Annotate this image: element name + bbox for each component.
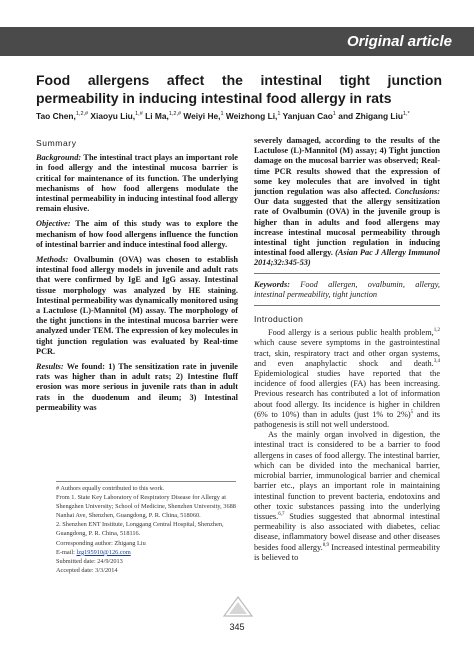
author-list xyxy=(36,111,456,122)
right-column xyxy=(254,136,440,563)
introduction-paragraph-1: Food allergy is a serious public health problem,$^{1,2}$ which cause severe symptoms in the gastrointestinal tract, skin, respiratory tract and other organ systems, and even anaphylactic shock and death.$^{3,4}$ Epidemiological studies have reported that the incidence of food allergies (FA) has been increasing. Previous research has contributed a lot of information about food allergy. Its incidence is higher in children (6% to 10%) than in adults (just 1% to 2%)$^5$ and its pathogenesis is still not well understood. xyxy=(254,328,440,430)
author[interactable]: Yanjuan Cao$^1$ xyxy=(282,111,336,121)
keywords-line: Keywords: Food allergen, ovalbumin, allergy, intestinal permeability, tight junction xyxy=(254,279,441,299)
abstract-divider xyxy=(254,273,440,274)
article-type-banner xyxy=(0,27,474,56)
footnote-email: E-mail: lzg195910@126.com xyxy=(56,548,131,556)
introduction-heading: Introduction xyxy=(254,314,304,325)
footnote-equal-contribution: # Authors equally contributed to this work. xyxy=(56,485,165,492)
footnote-accepted: Accepted date: 3/3/2014 xyxy=(56,566,118,574)
summary-heading: Summary xyxy=(36,138,77,148)
author[interactable]: Weizhong Li,$^1$ xyxy=(225,111,281,121)
author[interactable]: Weiyi He,$^1$ xyxy=(183,111,224,121)
footnote-submitted: Submitted date: 24/9/2013 xyxy=(56,557,123,565)
footnote-corresponding-author: Corresponding author: Zhigang Liu xyxy=(56,539,146,547)
page-number: 345 xyxy=(229,622,245,632)
author[interactable]: Xiaoyu Liu,$^{1,\#}$ xyxy=(90,111,143,121)
keywords-divider xyxy=(254,305,440,306)
introduction-paragraph-2: As the mainly organ involved in digestion, the intestinal tract is considered to be a barrier to food allergens in cases of food allergy. The intestinal barrier, which can be divided into the mechanical barrier, microbial barrier, immunological barrier and chemical barrier etc., plays an important role in maintaining intestinal function to prevent bacteria, endotoxins and other toxic substances passing into the underlying tissues.$^{6,7}$ Studies suggested that abnormal intestinal permeability is also associated with diabetes, celiac disease, inflammatory bowel disease and other diseases besides food allergy.$^{8,9}$ Increased intestinal permeability is believed to xyxy=(254,430,441,562)
left-column xyxy=(36,138,238,418)
objective-paragraph: Objective: The aim of this study was to explore the mechanism of how food allergens influence the function of intestinal barrier and induce intestinal food allergy. xyxy=(36,219,238,249)
article-title: Food allergens affect the intestinal tight junction permeability in inducing intestinal food allergy in rats xyxy=(36,72,442,106)
author[interactable]: Tao Chen,$^{1,2,\#}$ xyxy=(36,111,89,121)
footnote-divider xyxy=(56,481,236,482)
email-link[interactable]: lzg195910@126.com xyxy=(76,548,131,556)
footnote-affiliation-2: 2. Shenzhen ENT Institute, Longgang Central Hospital, Shenzhen, Guangdong, P. R. China, 518116. xyxy=(56,521,224,538)
results-paragraph: Results: We found: 1) The sensitization rate in juvenile rats was higher than in adult rats; 2) Intestine fluff erosion was more serious in juvenile rats than in adult rats in the duodenum and ileum; 3) Intestinal permeability was xyxy=(36,362,238,412)
footnote-affiliation-1: From 1. State Key Laboratory of Respiratory Disease for Allergy at Shengzhen University; School of Medicine, Shenzhen University, 3688 Nanhai Ave, Shenzhen, Guangdong, P. R. China, 518060. xyxy=(56,494,236,520)
background-paragraph: Background: The intestinal tract plays an important role in food allergy and the intestinal mucosa barrier is critical for maintenance of its function. The underlying mechanisms of how food allergens modulate the intestinal permeability in inducing intestinal food allergy remain elusive. xyxy=(36,153,238,214)
author[interactable]: and Zhigang Liu$^{1,*}$ xyxy=(338,111,410,121)
footnotes xyxy=(56,481,236,575)
article-type-label: Original article xyxy=(346,33,452,50)
methods-paragraph: Methods: Ovalbumin (OVA) was chosen to establish intestinal food allergy models in juvenile and adult rats that were confirmed by IgE and IgG assay. Intestinal tissue morphology was analyzed by HE staining. Intestinal permeability was dynamically monitored using a Lactulose (L)-Mannitol (M) assay. The morphology of the tight junctions in the intestinal mucosa barrier were analyzed under TEM. The expression of key molecules in tight junction regulation was evaluated by Real-time PCR. xyxy=(36,255,238,356)
author[interactable]: Li Ma,$^{1,2,\#}$ xyxy=(145,111,182,121)
results-continued: severely damaged, according to the results of the Lactulose (L)-Mannitol (M) assay; 4) Tight junction damage on the mucosal barrier was observed; Real-time PCR results showed that the expression of some key molecules that are involved in tight junction regulation was also affected. Conclusions: Our data suggested that the allergy sensitization rate of Ovalbumin (OVA) in the juvenile group is higher than in adults and food allergens may increase intestinal mucosal permeability through intestinal tight junction regulation in inducing intestinal food allergy. (Asian Pac J Allergy Immunol 2014;32:345-53) xyxy=(254,136,441,268)
journal-logo xyxy=(218,596,258,618)
